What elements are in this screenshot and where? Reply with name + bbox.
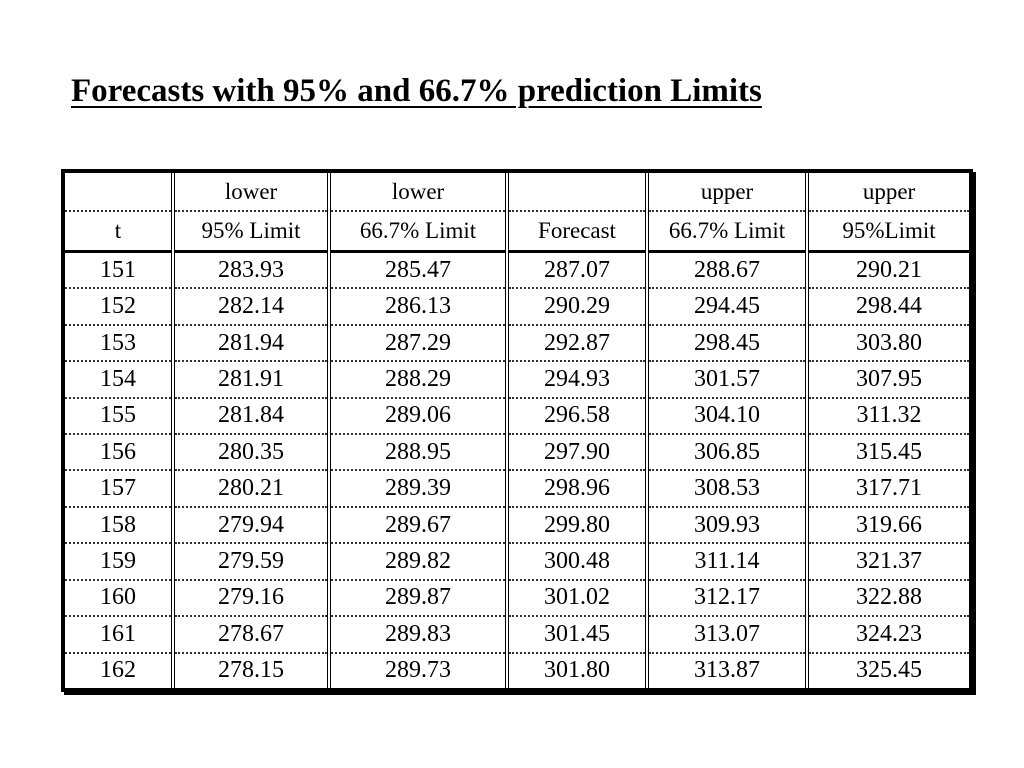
table-row-cell-forecast: 298.96 — [507, 470, 647, 506]
table-row-cell-lower-66-7: 288.29 — [329, 361, 507, 397]
table-row-cell-lower-66-7: 288.95 — [329, 434, 507, 470]
table-row-cell-upper-66-7: 313.87 — [647, 653, 807, 688]
table-row — [65, 616, 969, 652]
table-row-cell-forecast: 301.45 — [507, 616, 647, 652]
table-row-cell-lower-66-7: 289.73 — [329, 653, 507, 688]
table-row-cell-lower-66-7: 287.29 — [329, 325, 507, 361]
table-row-cell-upper-66-7: 298.45 — [647, 325, 807, 361]
table-row-cell-t: 156 — [65, 434, 173, 470]
table-row-cell-upper-95: 303.80 — [807, 325, 969, 361]
table-row-cell-forecast: 299.80 — [507, 507, 647, 543]
header-row-2-cell-forecast: Forecast — [507, 211, 647, 251]
table-row — [65, 653, 969, 688]
table-row-cell-upper-66-7: 288.67 — [647, 252, 807, 289]
table-row-cell-t: 159 — [65, 543, 173, 579]
table-row-cell-lower-95: 283.93 — [173, 252, 329, 289]
table-row-cell-t: 155 — [65, 398, 173, 434]
table-row-cell-forecast: 290.29 — [507, 288, 647, 324]
table-row-cell-lower-66-7: 289.82 — [329, 543, 507, 579]
header-row-1-cell-forecast — [507, 173, 647, 211]
table-row-cell-t: 158 — [65, 507, 173, 543]
table-row-cell-upper-95: 319.66 — [807, 507, 969, 543]
table-row-cell-lower-95: 281.84 — [173, 398, 329, 434]
table-row-cell-upper-95: 315.45 — [807, 434, 969, 470]
table-row-cell-upper-95: 290.21 — [807, 252, 969, 289]
table-row-cell-t: 157 — [65, 470, 173, 506]
table-row-cell-lower-95: 278.67 — [173, 616, 329, 652]
table-row-cell-lower-66-7: 286.13 — [329, 288, 507, 324]
table-row-cell-upper-95: 324.23 — [807, 616, 969, 652]
table-row — [65, 507, 969, 543]
table-row-cell-lower-66-7: 289.06 — [329, 398, 507, 434]
table-row-cell-forecast: 297.90 — [507, 434, 647, 470]
table-row-cell-upper-95: 298.44 — [807, 288, 969, 324]
page-title: Forecasts with 95% and 66.7% prediction Limits — [71, 73, 762, 109]
table-row — [65, 398, 969, 434]
header-row-1-cell-upper-95: upper — [807, 173, 969, 211]
forecast-table-body — [65, 173, 969, 688]
table-row-cell-upper-66-7: 312.17 — [647, 580, 807, 616]
table-row-cell-t: 161 — [65, 616, 173, 652]
header-row-2-cell-upper-66-7: 66.7% Limit — [647, 211, 807, 251]
table-row-cell-upper-95: 321.37 — [807, 543, 969, 579]
table-row-cell-lower-66-7: 285.47 — [329, 252, 507, 289]
table-row-cell-t: 154 — [65, 361, 173, 397]
table-row — [65, 288, 969, 324]
header-row-2-cell-lower-66-7: 66.7% Limit — [329, 211, 507, 251]
table-row-cell-upper-66-7: 306.85 — [647, 434, 807, 470]
table-row-cell-upper-66-7: 294.45 — [647, 288, 807, 324]
table-row-cell-upper-95: 311.32 — [807, 398, 969, 434]
table-row-cell-t: 160 — [65, 580, 173, 616]
table-row — [65, 434, 969, 470]
table-row-cell-upper-66-7: 301.57 — [647, 361, 807, 397]
table-row-cell-lower-95: 281.91 — [173, 361, 329, 397]
table-row-cell-lower-95: 279.16 — [173, 580, 329, 616]
table-row-cell-lower-95: 280.21 — [173, 470, 329, 506]
table-row-cell-lower-66-7: 289.67 — [329, 507, 507, 543]
table-row-cell-forecast: 301.80 — [507, 653, 647, 688]
table-row — [65, 325, 969, 361]
table-row-cell-forecast: 294.93 — [507, 361, 647, 397]
table-row-cell-lower-66-7: 289.87 — [329, 580, 507, 616]
table-row-cell-lower-95: 281.94 — [173, 325, 329, 361]
header-row-1-cell-t — [65, 173, 173, 211]
header-row-2-cell-t: t — [65, 211, 173, 251]
table-row — [65, 252, 969, 289]
table-row-cell-t: 152 — [65, 288, 173, 324]
table-row-cell-lower-95: 280.35 — [173, 434, 329, 470]
forecast-table-frame — [61, 169, 973, 692]
table-row-cell-forecast: 292.87 — [507, 325, 647, 361]
table-row-cell-lower-95: 279.94 — [173, 507, 329, 543]
table-row-cell-upper-95: 325.45 — [807, 653, 969, 688]
table-row-cell-lower-95: 282.14 — [173, 288, 329, 324]
table-row-cell-lower-66-7: 289.39 — [329, 470, 507, 506]
table-row-cell-upper-66-7: 304.10 — [647, 398, 807, 434]
table-row-cell-upper-95: 307.95 — [807, 361, 969, 397]
table-row-cell-upper-66-7: 311.14 — [647, 543, 807, 579]
table-row — [65, 543, 969, 579]
table-row-cell-forecast: 301.02 — [507, 580, 647, 616]
forecast-table — [65, 173, 969, 688]
table-row-cell-upper-66-7: 313.07 — [647, 616, 807, 652]
table-row-cell-t: 151 — [65, 252, 173, 289]
table-row-cell-forecast: 296.58 — [507, 398, 647, 434]
table-row-cell-forecast: 287.07 — [507, 252, 647, 289]
header-row-1-cell-lower-66-7: lower — [329, 173, 507, 211]
header-row-1-cell-upper-66-7: upper — [647, 173, 807, 211]
table-row-cell-lower-95: 279.59 — [173, 543, 329, 579]
header-row-1-cell-lower-95: lower — [173, 173, 329, 211]
table-row-cell-upper-95: 322.88 — [807, 580, 969, 616]
table-row-cell-lower-66-7: 289.83 — [329, 616, 507, 652]
table-row-cell-forecast: 300.48 — [507, 543, 647, 579]
table-row — [65, 580, 969, 616]
table-row-cell-upper-66-7: 309.93 — [647, 507, 807, 543]
table-row-cell-t: 153 — [65, 325, 173, 361]
table-row — [65, 361, 969, 397]
table-row-cell-lower-95: 278.15 — [173, 653, 329, 688]
header-row-2-cell-lower-95: 95% Limit — [173, 211, 329, 251]
table-row-cell-upper-95: 317.71 — [807, 470, 969, 506]
header-row-1 — [65, 173, 969, 211]
table-row-cell-t: 162 — [65, 653, 173, 688]
table-row-cell-upper-66-7: 308.53 — [647, 470, 807, 506]
header-row-2-cell-upper-95: 95%Limit — [807, 211, 969, 251]
table-row — [65, 470, 969, 506]
header-row-2 — [65, 211, 969, 251]
